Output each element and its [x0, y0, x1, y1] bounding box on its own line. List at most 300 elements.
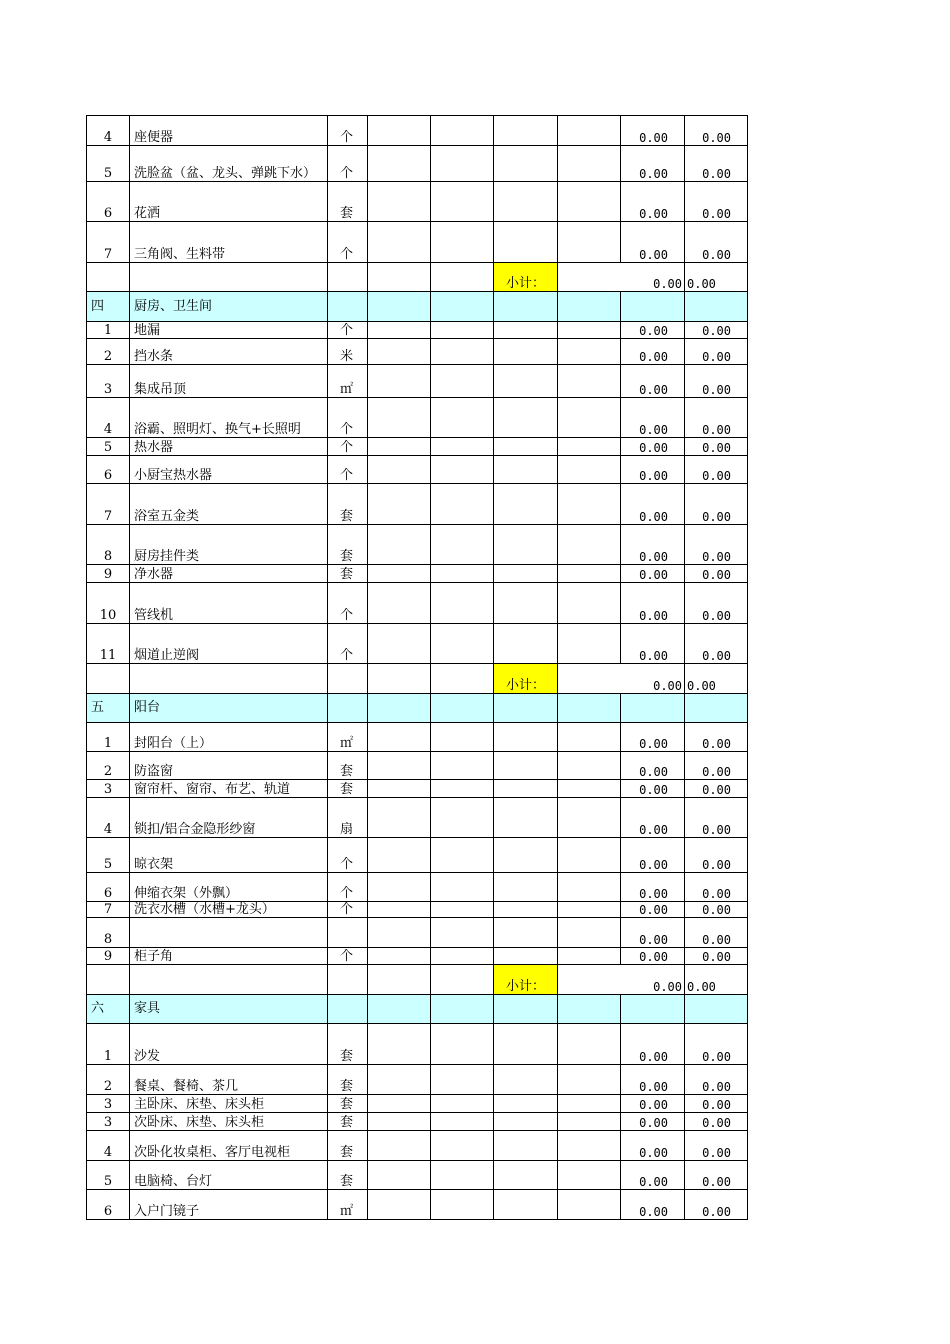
- total-cell[interactable]: 0.00: [685, 1065, 748, 1095]
- item-number-cell[interactable]: 5: [87, 438, 130, 456]
- item-unit-cell[interactable]: 个: [328, 438, 368, 456]
- empty-cell[interactable]: [130, 664, 328, 694]
- item-number-cell[interactable]: 2: [87, 339, 130, 365]
- amount-cell[interactable]: 0.00: [621, 902, 685, 918]
- empty-cell[interactable]: [494, 222, 558, 263]
- empty-cell[interactable]: [494, 723, 558, 752]
- amount-cell[interactable]: 0.00: [621, 752, 685, 780]
- empty-cell[interactable]: [494, 624, 558, 664]
- empty-cell[interactable]: [494, 798, 558, 838]
- empty-cell[interactable]: [368, 182, 431, 222]
- subtotal-amount-cell[interactable]: 0.00: [558, 965, 685, 995]
- item-number-cell[interactable]: 2: [87, 752, 130, 780]
- empty-cell[interactable]: [368, 525, 431, 565]
- amount-cell[interactable]: 0.00: [621, 780, 685, 798]
- empty-cell[interactable]: [328, 694, 368, 723]
- total-cell[interactable]: 0.00: [685, 116, 748, 146]
- empty-cell[interactable]: [431, 1095, 494, 1113]
- total-cell[interactable]: 0.00: [685, 902, 748, 918]
- total-cell[interactable]: 0.00: [685, 873, 748, 902]
- item-name-cell[interactable]: 主卧床、床垫、床头柜: [130, 1095, 328, 1113]
- item-unit-cell[interactable]: 套: [328, 780, 368, 798]
- empty-cell[interactable]: [431, 438, 494, 456]
- empty-cell[interactable]: [431, 1161, 494, 1190]
- item-number-cell[interactable]: 4: [87, 116, 130, 146]
- item-unit-cell[interactable]: 个: [328, 398, 368, 438]
- item-number-cell[interactable]: 5: [87, 1161, 130, 1190]
- empty-cell[interactable]: [494, 525, 558, 565]
- empty-cell[interactable]: [494, 1095, 558, 1113]
- item-number-cell[interactable]: 6: [87, 456, 130, 484]
- total-cell[interactable]: 0.00: [685, 182, 748, 222]
- item-unit-cell[interactable]: ㎡: [328, 723, 368, 752]
- item-number-cell[interactable]: 3: [87, 1113, 130, 1131]
- empty-cell[interactable]: [558, 146, 621, 182]
- empty-cell[interactable]: [494, 1065, 558, 1095]
- empty-cell[interactable]: [558, 322, 621, 339]
- empty-cell[interactable]: [558, 292, 621, 322]
- empty-cell[interactable]: [431, 780, 494, 798]
- empty-cell[interactable]: [558, 1024, 621, 1065]
- empty-cell[interactable]: [368, 222, 431, 263]
- item-unit-cell[interactable]: 个: [328, 116, 368, 146]
- item-name-cell[interactable]: 次卧化妆桌柜、客厅电视柜: [130, 1131, 328, 1161]
- empty-cell[interactable]: [685, 292, 748, 322]
- empty-cell[interactable]: [494, 1024, 558, 1065]
- empty-cell[interactable]: [558, 798, 621, 838]
- empty-cell[interactable]: [368, 1131, 431, 1161]
- empty-cell[interactable]: [368, 438, 431, 456]
- empty-cell[interactable]: [558, 583, 621, 624]
- empty-cell[interactable]: [558, 780, 621, 798]
- total-cell[interactable]: 0.00: [685, 723, 748, 752]
- empty-cell[interactable]: [368, 1113, 431, 1131]
- total-cell[interactable]: 0.00: [685, 222, 748, 263]
- subtotal-total-cell[interactable]: 0.00: [685, 263, 748, 292]
- item-name-cell[interactable]: 净水器: [130, 565, 328, 583]
- empty-cell[interactable]: [328, 664, 368, 694]
- item-name-cell[interactable]: 伸缩衣架（外飘）: [130, 873, 328, 902]
- empty-cell[interactable]: [431, 565, 494, 583]
- item-unit-cell[interactable]: 个: [328, 948, 368, 965]
- item-name-cell[interactable]: 厨房挂件类: [130, 525, 328, 565]
- empty-cell[interactable]: [558, 873, 621, 902]
- item-number-cell[interactable]: 2: [87, 1065, 130, 1095]
- subtotal-total-cell[interactable]: 0.00: [685, 965, 748, 995]
- empty-cell[interactable]: [431, 222, 494, 263]
- empty-cell[interactable]: [130, 965, 328, 995]
- empty-cell[interactable]: [368, 1161, 431, 1190]
- item-number-cell[interactable]: 6: [87, 1190, 130, 1220]
- item-number-cell[interactable]: 1: [87, 723, 130, 752]
- item-name-cell[interactable]: 封阳台（上）: [130, 723, 328, 752]
- item-unit-cell[interactable]: 套: [328, 1065, 368, 1095]
- amount-cell[interactable]: 0.00: [621, 456, 685, 484]
- amount-cell[interactable]: 0.00: [621, 1161, 685, 1190]
- item-number-cell[interactable]: 3: [87, 1095, 130, 1113]
- empty-cell[interactable]: [494, 146, 558, 182]
- empty-cell[interactable]: [558, 365, 621, 398]
- amount-cell[interactable]: 0.00: [621, 1113, 685, 1131]
- item-name-cell[interactable]: 座便器: [130, 116, 328, 146]
- empty-cell[interactable]: [431, 116, 494, 146]
- subtotal-label-cell[interactable]: 小计：: [494, 965, 558, 995]
- item-number-cell[interactable]: 8: [87, 918, 130, 948]
- empty-cell[interactable]: [368, 995, 431, 1024]
- empty-cell[interactable]: [431, 1190, 494, 1220]
- item-number-cell[interactable]: 9: [87, 565, 130, 583]
- empty-cell[interactable]: [368, 873, 431, 902]
- total-cell[interactable]: 0.00: [685, 1095, 748, 1113]
- empty-cell[interactable]: [368, 146, 431, 182]
- empty-cell[interactable]: [368, 965, 431, 995]
- item-number-cell[interactable]: 6: [87, 182, 130, 222]
- amount-cell[interactable]: 0.00: [621, 1095, 685, 1113]
- item-unit-cell[interactable]: 个: [328, 222, 368, 263]
- empty-cell[interactable]: [130, 263, 328, 292]
- item-number-cell[interactable]: 5: [87, 838, 130, 873]
- item-number-cell[interactable]: 3: [87, 365, 130, 398]
- empty-cell[interactable]: [494, 398, 558, 438]
- total-cell[interactable]: 0.00: [685, 1131, 748, 1161]
- empty-cell[interactable]: [558, 484, 621, 525]
- item-unit-cell[interactable]: 个: [328, 322, 368, 339]
- total-cell[interactable]: 0.00: [685, 322, 748, 339]
- amount-cell[interactable]: 0.00: [621, 438, 685, 456]
- item-unit-cell[interactable]: 个: [328, 902, 368, 918]
- empty-cell[interactable]: [494, 365, 558, 398]
- total-cell[interactable]: 0.00: [685, 780, 748, 798]
- empty-cell[interactable]: [368, 484, 431, 525]
- empty-cell[interactable]: [558, 456, 621, 484]
- empty-cell[interactable]: [558, 339, 621, 365]
- empty-cell[interactable]: [87, 664, 130, 694]
- empty-cell[interactable]: [558, 1190, 621, 1220]
- empty-cell[interactable]: [431, 723, 494, 752]
- item-number-cell[interactable]: 7: [87, 484, 130, 525]
- empty-cell[interactable]: [558, 1161, 621, 1190]
- empty-cell[interactable]: [368, 398, 431, 438]
- empty-cell[interactable]: [494, 438, 558, 456]
- empty-cell[interactable]: [494, 838, 558, 873]
- empty-cell[interactable]: [368, 798, 431, 838]
- amount-cell[interactable]: 0.00: [621, 322, 685, 339]
- item-name-cell[interactable]: 晾衣架: [130, 838, 328, 873]
- item-name-cell[interactable]: 洗脸盆（盆、龙头、弹跳下水）: [130, 146, 328, 182]
- item-unit-cell[interactable]: 扇: [328, 798, 368, 838]
- item-name-cell[interactable]: 浴室五金类: [130, 484, 328, 525]
- empty-cell[interactable]: [328, 995, 368, 1024]
- item-unit-cell[interactable]: 米: [328, 339, 368, 365]
- empty-cell[interactable]: [431, 965, 494, 995]
- empty-cell[interactable]: [431, 292, 494, 322]
- section-title-cell[interactable]: 厨房、卫生间: [130, 292, 328, 322]
- item-name-cell[interactable]: 餐桌、餐椅、茶几: [130, 1065, 328, 1095]
- total-cell[interactable]: 0.00: [685, 398, 748, 438]
- empty-cell[interactable]: [558, 398, 621, 438]
- item-number-cell[interactable]: 1: [87, 322, 130, 339]
- empty-cell[interactable]: [494, 339, 558, 365]
- empty-cell[interactable]: [494, 1190, 558, 1220]
- empty-cell[interactable]: [431, 322, 494, 339]
- empty-cell[interactable]: [368, 583, 431, 624]
- empty-cell[interactable]: [431, 146, 494, 182]
- amount-cell[interactable]: 0.00: [621, 948, 685, 965]
- empty-cell[interactable]: [494, 484, 558, 525]
- item-name-cell[interactable]: 电脑椅、台灯: [130, 1161, 328, 1190]
- empty-cell[interactable]: [621, 292, 685, 322]
- item-unit-cell[interactable]: 套: [328, 752, 368, 780]
- item-number-cell[interactable]: 8: [87, 525, 130, 565]
- amount-cell[interactable]: 0.00: [621, 624, 685, 664]
- empty-cell[interactable]: [494, 873, 558, 902]
- empty-cell[interactable]: [494, 918, 558, 948]
- total-cell[interactable]: 0.00: [685, 484, 748, 525]
- empty-cell[interactable]: [494, 995, 558, 1024]
- item-unit-cell[interactable]: 套: [328, 1024, 368, 1065]
- empty-cell[interactable]: [558, 565, 621, 583]
- empty-cell[interactable]: [685, 694, 748, 723]
- item-number-cell[interactable]: 6: [87, 873, 130, 902]
- empty-cell[interactable]: [558, 624, 621, 664]
- subtotal-amount-cell[interactable]: 0.00: [558, 263, 685, 292]
- empty-cell[interactable]: [431, 1131, 494, 1161]
- empty-cell[interactable]: [558, 1065, 621, 1095]
- amount-cell[interactable]: 0.00: [621, 1065, 685, 1095]
- empty-cell[interactable]: [431, 995, 494, 1024]
- empty-cell[interactable]: [494, 583, 558, 624]
- item-number-cell[interactable]: 3: [87, 780, 130, 798]
- empty-cell[interactable]: [494, 182, 558, 222]
- total-cell[interactable]: 0.00: [685, 438, 748, 456]
- empty-cell[interactable]: [431, 694, 494, 723]
- subtotal-total-cell[interactable]: 0.00: [685, 664, 748, 694]
- item-name-cell[interactable]: 管线机: [130, 583, 328, 624]
- empty-cell[interactable]: [494, 565, 558, 583]
- item-name-cell[interactable]: 挡水条: [130, 339, 328, 365]
- empty-cell[interactable]: [368, 838, 431, 873]
- empty-cell[interactable]: [431, 484, 494, 525]
- amount-cell[interactable]: 0.00: [621, 116, 685, 146]
- total-cell[interactable]: 0.00: [685, 1190, 748, 1220]
- empty-cell[interactable]: [431, 948, 494, 965]
- total-cell[interactable]: 0.00: [685, 838, 748, 873]
- item-unit-cell[interactable]: 套: [328, 1161, 368, 1190]
- total-cell[interactable]: 0.00: [685, 565, 748, 583]
- empty-cell[interactable]: [431, 873, 494, 902]
- empty-cell[interactable]: [431, 339, 494, 365]
- empty-cell[interactable]: [558, 1131, 621, 1161]
- empty-cell[interactable]: [368, 365, 431, 398]
- item-name-cell[interactable]: 入户门镜子: [130, 1190, 328, 1220]
- empty-cell[interactable]: [558, 723, 621, 752]
- empty-cell[interactable]: [431, 1024, 494, 1065]
- empty-cell[interactable]: [368, 1190, 431, 1220]
- empty-cell[interactable]: [431, 1065, 494, 1095]
- empty-cell[interactable]: [558, 525, 621, 565]
- item-name-cell[interactable]: 浴霸、照明灯、换气+长照明: [130, 398, 328, 438]
- amount-cell[interactable]: 0.00: [621, 873, 685, 902]
- total-cell[interactable]: 0.00: [685, 146, 748, 182]
- empty-cell[interactable]: [431, 263, 494, 292]
- empty-cell[interactable]: [431, 182, 494, 222]
- item-unit-cell[interactable]: 个: [328, 838, 368, 873]
- item-name-cell[interactable]: 洗衣水槽（水槽+龙头）: [130, 902, 328, 918]
- amount-cell[interactable]: 0.00: [621, 918, 685, 948]
- empty-cell[interactable]: [431, 624, 494, 664]
- empty-cell[interactable]: [494, 116, 558, 146]
- empty-cell[interactable]: [558, 948, 621, 965]
- amount-cell[interactable]: 0.00: [621, 838, 685, 873]
- empty-cell[interactable]: [494, 1161, 558, 1190]
- section-title-cell[interactable]: 家具: [130, 995, 328, 1024]
- item-name-cell[interactable]: 小厨宝热水器: [130, 456, 328, 484]
- empty-cell[interactable]: [328, 263, 368, 292]
- amount-cell[interactable]: 0.00: [621, 398, 685, 438]
- empty-cell[interactable]: [431, 365, 494, 398]
- empty-cell[interactable]: [558, 752, 621, 780]
- amount-cell[interactable]: 0.00: [621, 146, 685, 182]
- empty-cell[interactable]: [431, 525, 494, 565]
- empty-cell[interactable]: [368, 322, 431, 339]
- item-name-cell[interactable]: 次卧床、床垫、床头柜: [130, 1113, 328, 1131]
- empty-cell[interactable]: [494, 752, 558, 780]
- item-unit-cell[interactable]: 套: [328, 525, 368, 565]
- item-name-cell[interactable]: 锁扣/铝合金隐形纱窗: [130, 798, 328, 838]
- empty-cell[interactable]: [368, 339, 431, 365]
- empty-cell[interactable]: [558, 902, 621, 918]
- total-cell[interactable]: 0.00: [685, 948, 748, 965]
- amount-cell[interactable]: 0.00: [621, 525, 685, 565]
- empty-cell[interactable]: [368, 694, 431, 723]
- item-number-cell[interactable]: 4: [87, 398, 130, 438]
- item-name-cell[interactable]: 集成吊顶: [130, 365, 328, 398]
- empty-cell[interactable]: [87, 263, 130, 292]
- empty-cell[interactable]: [431, 398, 494, 438]
- amount-cell[interactable]: 0.00: [621, 1131, 685, 1161]
- item-number-cell[interactable]: 10: [87, 583, 130, 624]
- amount-cell[interactable]: 0.00: [621, 182, 685, 222]
- item-name-cell[interactable]: 地漏: [130, 322, 328, 339]
- item-name-cell[interactable]: 烟道止逆阀: [130, 624, 328, 664]
- empty-cell[interactable]: [87, 965, 130, 995]
- amount-cell[interactable]: 0.00: [621, 565, 685, 583]
- empty-cell[interactable]: [328, 292, 368, 322]
- total-cell[interactable]: 0.00: [685, 1024, 748, 1065]
- empty-cell[interactable]: [558, 1095, 621, 1113]
- item-unit-cell[interactable]: 个: [328, 624, 368, 664]
- empty-cell[interactable]: [558, 438, 621, 456]
- item-number-cell[interactable]: 7: [87, 902, 130, 918]
- empty-cell[interactable]: [558, 1113, 621, 1131]
- amount-cell[interactable]: 0.00: [621, 222, 685, 263]
- amount-cell[interactable]: 0.00: [621, 798, 685, 838]
- item-name-cell[interactable]: 柜子角: [130, 948, 328, 965]
- total-cell[interactable]: 0.00: [685, 1161, 748, 1190]
- empty-cell[interactable]: [558, 182, 621, 222]
- empty-cell[interactable]: [431, 918, 494, 948]
- subtotal-label-cell[interactable]: 小计：: [494, 664, 558, 694]
- empty-cell[interactable]: [494, 902, 558, 918]
- item-number-cell[interactable]: 5: [87, 146, 130, 182]
- item-number-cell[interactable]: 9: [87, 948, 130, 965]
- total-cell[interactable]: 0.00: [685, 1113, 748, 1131]
- subtotal-amount-cell[interactable]: 0.00: [558, 664, 685, 694]
- item-unit-cell[interactable]: 个: [328, 146, 368, 182]
- item-unit-cell[interactable]: 个: [328, 583, 368, 624]
- amount-cell[interactable]: 0.00: [621, 484, 685, 525]
- item-unit-cell[interactable]: 套: [328, 565, 368, 583]
- empty-cell[interactable]: [368, 292, 431, 322]
- amount-cell[interactable]: 0.00: [621, 365, 685, 398]
- empty-cell[interactable]: [368, 918, 431, 948]
- empty-cell[interactable]: [368, 780, 431, 798]
- amount-cell[interactable]: 0.00: [621, 583, 685, 624]
- item-number-cell[interactable]: 1: [87, 1024, 130, 1065]
- amount-cell[interactable]: 0.00: [621, 1024, 685, 1065]
- empty-cell[interactable]: [558, 116, 621, 146]
- item-name-cell[interactable]: 防盗窗: [130, 752, 328, 780]
- item-number-cell[interactable]: 4: [87, 1131, 130, 1161]
- item-unit-cell[interactable]: ㎡: [328, 1190, 368, 1220]
- empty-cell[interactable]: [558, 995, 621, 1024]
- empty-cell[interactable]: [368, 948, 431, 965]
- empty-cell[interactable]: [431, 456, 494, 484]
- empty-cell[interactable]: [368, 456, 431, 484]
- empty-cell[interactable]: [431, 752, 494, 780]
- empty-cell[interactable]: [494, 694, 558, 723]
- empty-cell[interactable]: [494, 1113, 558, 1131]
- item-unit-cell[interactable]: 个: [328, 456, 368, 484]
- empty-cell[interactable]: [558, 694, 621, 723]
- item-name-cell[interactable]: 沙发: [130, 1024, 328, 1065]
- empty-cell[interactable]: [368, 565, 431, 583]
- empty-cell[interactable]: [621, 995, 685, 1024]
- item-name-cell[interactable]: 窗帘杆、窗帘、布艺、轨道: [130, 780, 328, 798]
- empty-cell[interactable]: [494, 292, 558, 322]
- item-unit-cell[interactable]: 套: [328, 1095, 368, 1113]
- empty-cell[interactable]: [368, 752, 431, 780]
- total-cell[interactable]: 0.00: [685, 752, 748, 780]
- empty-cell[interactable]: [494, 780, 558, 798]
- empty-cell[interactable]: [494, 948, 558, 965]
- empty-cell[interactable]: [368, 624, 431, 664]
- item-unit-cell[interactable]: 套: [328, 1113, 368, 1131]
- empty-cell[interactable]: [494, 322, 558, 339]
- total-cell[interactable]: 0.00: [685, 365, 748, 398]
- empty-cell[interactable]: [368, 1065, 431, 1095]
- section-number-cell[interactable]: 六: [87, 995, 130, 1024]
- total-cell[interactable]: 0.00: [685, 918, 748, 948]
- item-name-cell[interactable]: [130, 918, 328, 948]
- item-name-cell[interactable]: 花洒: [130, 182, 328, 222]
- empty-cell[interactable]: [558, 222, 621, 263]
- item-unit-cell[interactable]: [328, 918, 368, 948]
- section-number-cell[interactable]: 四: [87, 292, 130, 322]
- item-unit-cell[interactable]: 套: [328, 484, 368, 525]
- item-unit-cell[interactable]: ㎡: [328, 365, 368, 398]
- total-cell[interactable]: 0.00: [685, 583, 748, 624]
- item-unit-cell[interactable]: 套: [328, 182, 368, 222]
- item-number-cell[interactable]: 4: [87, 798, 130, 838]
- amount-cell[interactable]: 0.00: [621, 723, 685, 752]
- empty-cell[interactable]: [431, 1113, 494, 1131]
- section-number-cell[interactable]: 五: [87, 694, 130, 723]
- empty-cell[interactable]: [328, 965, 368, 995]
- empty-cell[interactable]: [368, 664, 431, 694]
- empty-cell[interactable]: [494, 1131, 558, 1161]
- total-cell[interactable]: 0.00: [685, 339, 748, 365]
